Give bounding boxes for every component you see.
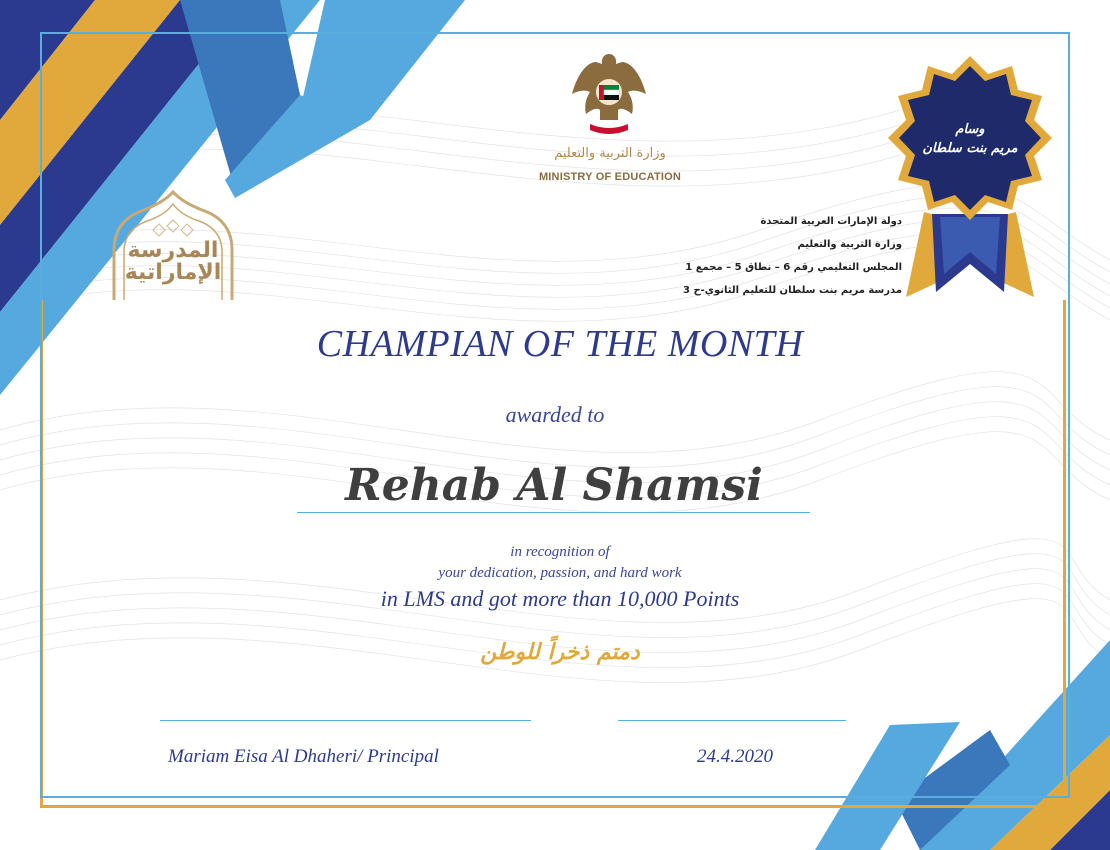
recognition-line-2: your dedication, passion, and hard work [438, 565, 682, 581]
motto-arabic: دمتم ذخراً للوطن [480, 640, 640, 665]
header-line-school: مدرسة مريم بنت سلطان للتعليم الثانوي-ح 3 [683, 285, 902, 296]
recognition-line-3: in LMS and got more than 10,000 Points [380, 586, 740, 611]
award-rosette-icon [866, 52, 1074, 310]
header-line-council: المجلس التعليمي رقم 6 – نطاق 5 – مجمع 1 [685, 262, 902, 273]
badge-text [880, 120, 1060, 158]
ministry-name-english: MINISTRY OF EDUCATION [538, 171, 682, 183]
date-signature-line [618, 720, 846, 721]
school-logo-line-2: الإماراتية [124, 260, 222, 285]
badge-line-2: مريم بنت سلطان [922, 141, 1018, 156]
school-logo-text [104, 240, 242, 284]
uae-falcon-emblem-icon [568, 50, 650, 136]
recipient-underline [297, 512, 810, 513]
badge-line-1: وسام [955, 122, 985, 137]
awarded-to-label: awarded to [505, 402, 605, 427]
header-line-ministry: وزارة التربية والتعليم [797, 239, 902, 250]
ministry-name-arabic: وزارة التربية والتعليم [554, 146, 666, 161]
principal-signature-line [160, 720, 531, 721]
arabic-header [650, 210, 902, 302]
principal-name: Mariam Eisa Al Dhaheri/ Principal [168, 746, 439, 767]
certificate-title: CHAMPIAN OF THE MONTH [316, 323, 804, 365]
header-line-country: دولة الإمارات العربية المتحدة [760, 216, 902, 227]
school-logo-line-1: المدرسة [127, 238, 219, 263]
award-date: 24.4.2020 [697, 746, 773, 767]
recognition-line-1: in recognition of [510, 544, 610, 560]
recipient-name: Rehab Al Shamsi [345, 460, 763, 511]
